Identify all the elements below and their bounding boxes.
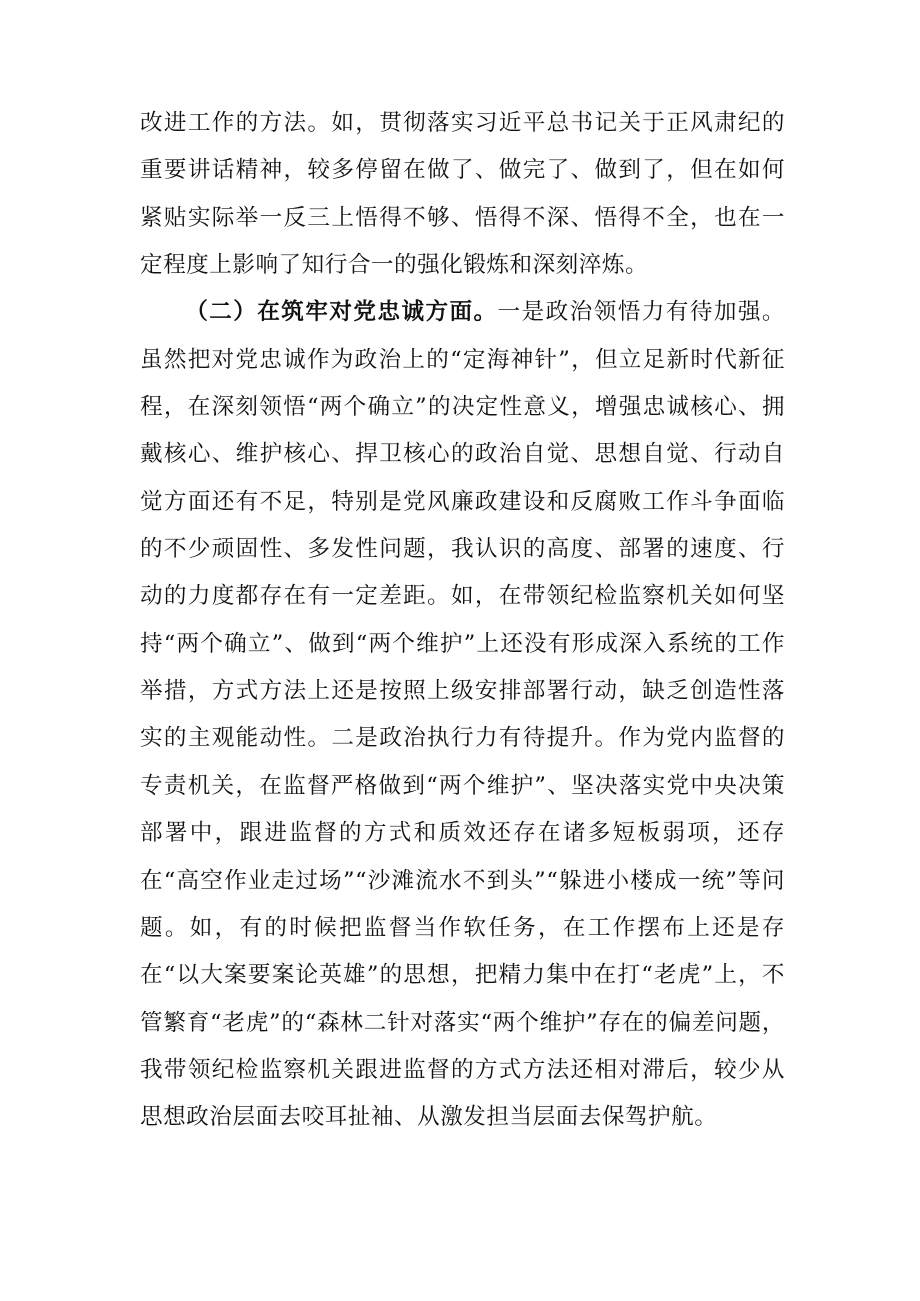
section-heading: （二）在筑牢对党忠诚方面。 (185, 299, 498, 326)
paragraph-text: 改进工作的方法。如，贯彻落实习近平总书记关于正风肃纪的重要讲话精神，较多停留在做了、做完了、做到了，但在如何紧贴实际举一反三上悟得不够、悟得不深、悟得不全，也在一定程度上影响了知行合一的强化锻炼和深刻淬炼。 (140, 110, 785, 279)
paragraph-continuation (140, 100, 785, 289)
document-body (140, 100, 785, 1142)
paragraph-party-loyalty (140, 289, 785, 1141)
paragraph-text: 一是政治领悟力有待加强。虽然把对党忠诚作为政治上的“定海神针”，但立足新时代新征程，在深刻领悟“两个确立”的决定性意义，增强忠诚核心、拥戴核心、维护核心、捍卫核心的政治自觉、思想自觉、行动自觉方面还有不足，特别是党风廉政建设和反腐败工作斗争面临的不少顽固性、多发性问题，我认识的高度、部署的速度、行动的力度都存在有一定差距。如，在带领纪检监察机关如何坚持“两个确立”、做到“两个维护”上还没有形成深入系统的工作举措，方式方法上还是按照上级安排部署行动，缺乏创造性落实的主观能动性。二是政治执行力有待提升。作为党内监督的专责机关，在监督严格做到“两个维护”、坚决落实党中央决策部署中，跟进监督的方式和质效还存在诸多短板弱项，还存在“高空作业走过场”“沙滩流水不到头”“躲进小楼成一统”等问题。如，有的时候把监督当作软任务，在工作摆布上还是存在“以大案要案论英雄”的思想，把精力集中在打“老虎”上，不管繁育“老虎”的“森林二针对落实“两个维护”存在的偏差问题，我带领纪检监察机关跟进监督的方式方法还相对滞后，较少从思想政治层面去咬耳扯袖、从激发担当层面去保驾护航。 (140, 299, 786, 1131)
